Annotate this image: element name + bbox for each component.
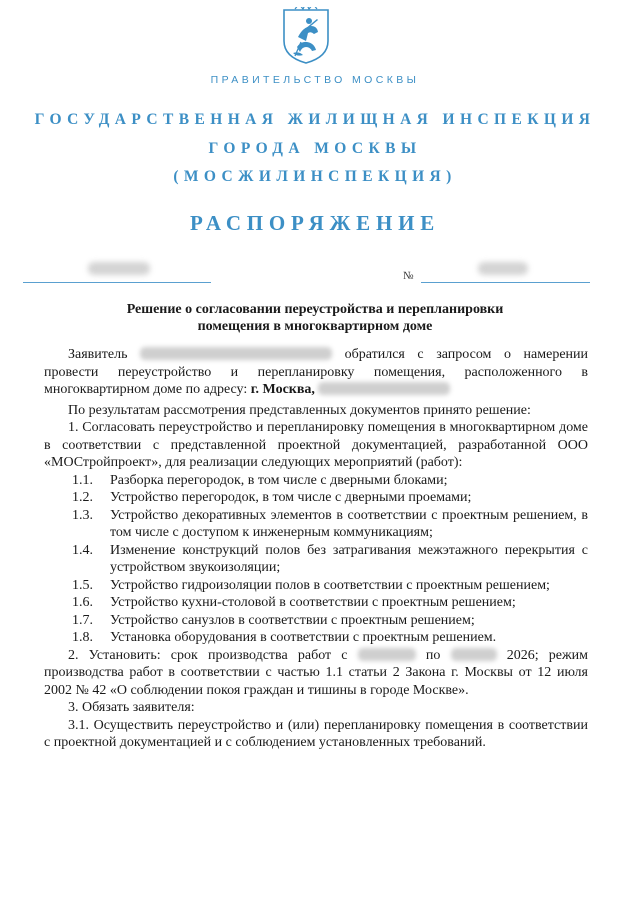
applicant-label: Заявитель	[68, 347, 128, 362]
list-item: 1.3. Устройство декоративных элементов в соответствии с проектным решением, в том числе с доступом к инженерным коммуникациям;	[72, 507, 588, 540]
address-city: г. Москва,	[250, 382, 315, 397]
applicant-paragraph	[44, 346, 588, 399]
decision-title-line1: Решение о согласовании переустройства и перепланировки	[126, 302, 504, 317]
decision-title-line2: помещения в многоквартирном доме	[197, 319, 433, 334]
document-body	[44, 346, 588, 752]
list-item: 1.7. Устройство санузлов в соответствии с проектным решением;	[72, 612, 475, 628]
government-name: ПРАВИТЕЛЬСТВО МОСКВЫ	[210, 74, 420, 86]
list-item: 1.6. Устройство кухни-столовой в соответствии с проектным решением;	[72, 595, 516, 610]
decision-item-3-1: 3.1. Осуществить переустройство и (или) перепланировку помещения в соответствии с проектной документацией и с соблюдением установленных требований.	[44, 717, 588, 750]
redacted-number	[478, 262, 528, 275]
date-underline	[23, 282, 211, 283]
inspection-name-line1: ГОСУДАРСТВЕННАЯ ЖИЛИЩНАЯ ИНСПЕКЦИЯ	[34, 111, 596, 128]
moscow-coat-of-arms-emblem	[281, 7, 331, 65]
inspection-name-line2: ГОРОДА МОСКВЫ	[208, 140, 422, 157]
document-type-heading: РАСПОРЯЖЕНИЕ	[189, 211, 441, 235]
list-item: 1.5. Устройство гидроизоляции полов в соответствии с проектным решением;	[72, 577, 550, 593]
results-paragraph: По результатам рассмотрения представленных документов принято решение:	[68, 402, 531, 418]
list-item: 1.4. Изменение конструкций полов без затрагивания межэтажного перекрытия с устройством звукоизоляции;	[72, 542, 588, 575]
number-sign: №	[403, 270, 414, 282]
decision-item-3: 3. Обязать заявителя:	[68, 700, 195, 715]
decision-item-2	[44, 647, 588, 700]
list-item: 1.8. Установка оборудования в соответствии с проектным решением.	[72, 630, 497, 645]
inspection-abbreviation: (МОСЖИЛИНСПЕКЦИЯ)	[173, 168, 457, 185]
decision-item-1: 1. Согласовать переустройство и перепланировку помещения в многоквартирном доме в соответствии с представленной проектной документацией, разработанной ООО «МОСтройпроект», для реализации следующих мероприятий (работ):	[44, 420, 588, 470]
item2-to: по	[425, 647, 441, 663]
redacted-date	[88, 262, 150, 275]
list-item: 1.1. Разборка перегородок, в том числе с дверными блоками;	[72, 472, 448, 488]
redacted-start-date	[358, 648, 416, 661]
item2-start: 2. Установить: срок производства работ с	[68, 647, 348, 663]
redacted-end-date	[451, 648, 497, 661]
redacted-applicant-name	[140, 347, 332, 360]
redacted-address	[318, 382, 450, 395]
item2-rest: 2026; режим производства работ в соответствии с частью 1.1 статьи 2 Закона г. Москвы от 12 июля 2002 № 42 «О соблюдении покоя граждан и тишины в городе Москве».	[44, 647, 589, 698]
number-underline	[421, 282, 590, 283]
list-item: 1.2. Устройство перегородок, в том числе с дверными проемами;	[72, 490, 472, 505]
decision-title	[60, 301, 570, 335]
applicant-request-text: обратился с запросом о намерении провести переустройство и перепланировку помещения, расположенного в многоквартирном доме по адресу:	[44, 347, 589, 397]
